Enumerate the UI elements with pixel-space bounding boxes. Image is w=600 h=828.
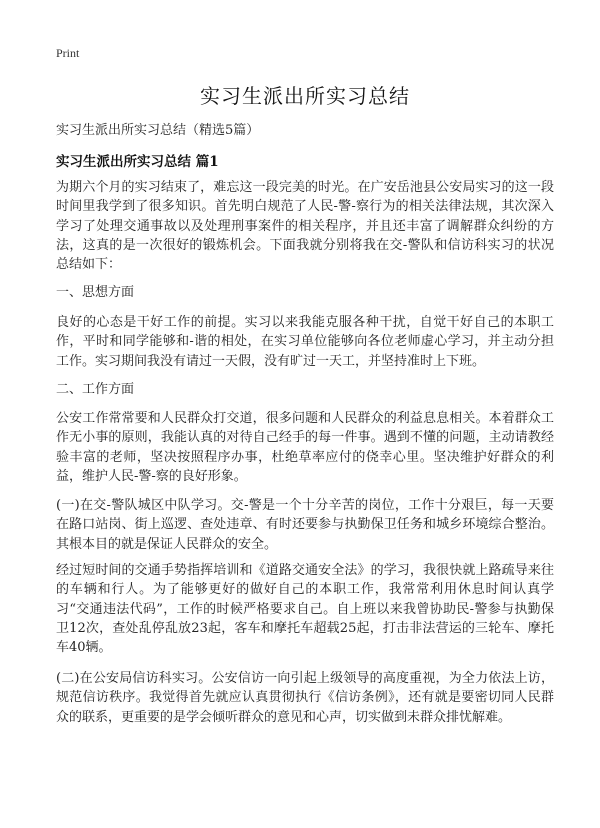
traffic-training-paragraph: 经过短时间的交通手势指挥培训和《道路交通安全法》的学习，我很快就上路疏导来往的车辆和行人。为了能够更好的做好自己的本职工作，我常常利用休息时间认真学习“交通违法代码”，工作的时候严格要求自己。自上班以来我曾协助民-警参与执勤保卫12次，查处乱停乱放23起，客车和摩托车超载25起，打击非法营运的三轮车、摩托车40辆。 <box>56 563 554 656</box>
traffic-police-paragraph: (一)在交-警队城区中队学习。交-警是一个十分辛苦的岗位，工作十分艰巨，每一天要在路口站岗、街上巡逻、查处违章、有时还要参与执勤保卫任务和城乡环境综合整治。其根本目的就是保证人民群众的安全。 <box>56 498 554 552</box>
petition-paragraph: (二)在公安局信访科实习。公安信访一向引起上级领导的高度重视，为全力依法上访，规范信访秩序。我觉得首先就应认真贯彻执行《信访条例》，还有就是要密切同人民群众的联系，更重要的是学会倾听群众的意见和心声，切实做到未群众排忧解难。 <box>56 671 554 725</box>
page-title: 实习生派出所实习总结 <box>200 84 410 108</box>
heading-thought: 一、思想方面 <box>56 285 135 300</box>
section-heading: 实习生派出所实习总结 篇1 <box>56 154 219 170</box>
thought-paragraph: 良好的心态是干好工作的前提。实习以来我能克服各种干扰，自觉干好自己的本职工作，平时和同学能够和-谐的相处，在实习单位能够向各位老师虚心学习，并主动分担工作。实习期间我没有请过一天假，没有旷过一天工，并坚持准时上下班。 <box>56 315 554 369</box>
work-paragraph: 公安工作常常要和人民群众打交道，很多问题和人民群众的利益息息相关。本着群众工作无小事的原则，我能认真的对待自己经手的每一件事。遇到不懂的问题，主动请教经验丰富的老师，坚决按照程序办事，杜绝草率应付的侥幸心里。坚决维护好群众的利益，维护人民-警-察的良好形象。 <box>56 411 554 484</box>
heading-work: 二、工作方面 <box>56 382 135 397</box>
document-subtitle: 实习生派出所实习总结（精选5篇） <box>56 123 260 138</box>
intro-paragraph: 为期六个月的实习结束了，难忘这一段完美的时光。在广安岳池县公安局实习的这一段时间里我学到了很多知识。首先明白规范了人民-警-察行为的相关法律法规，其次深入学习了处理交通事故以及处理刑事案件的相关程序，并且还丰富了调解群众纠纷的方法，这真的是一次很好的锻炼机会。下面我就分别将我在交-警队和信访科实习的状况总结如下： <box>56 180 554 273</box>
print-link[interactable]: Print <box>56 46 80 60</box>
